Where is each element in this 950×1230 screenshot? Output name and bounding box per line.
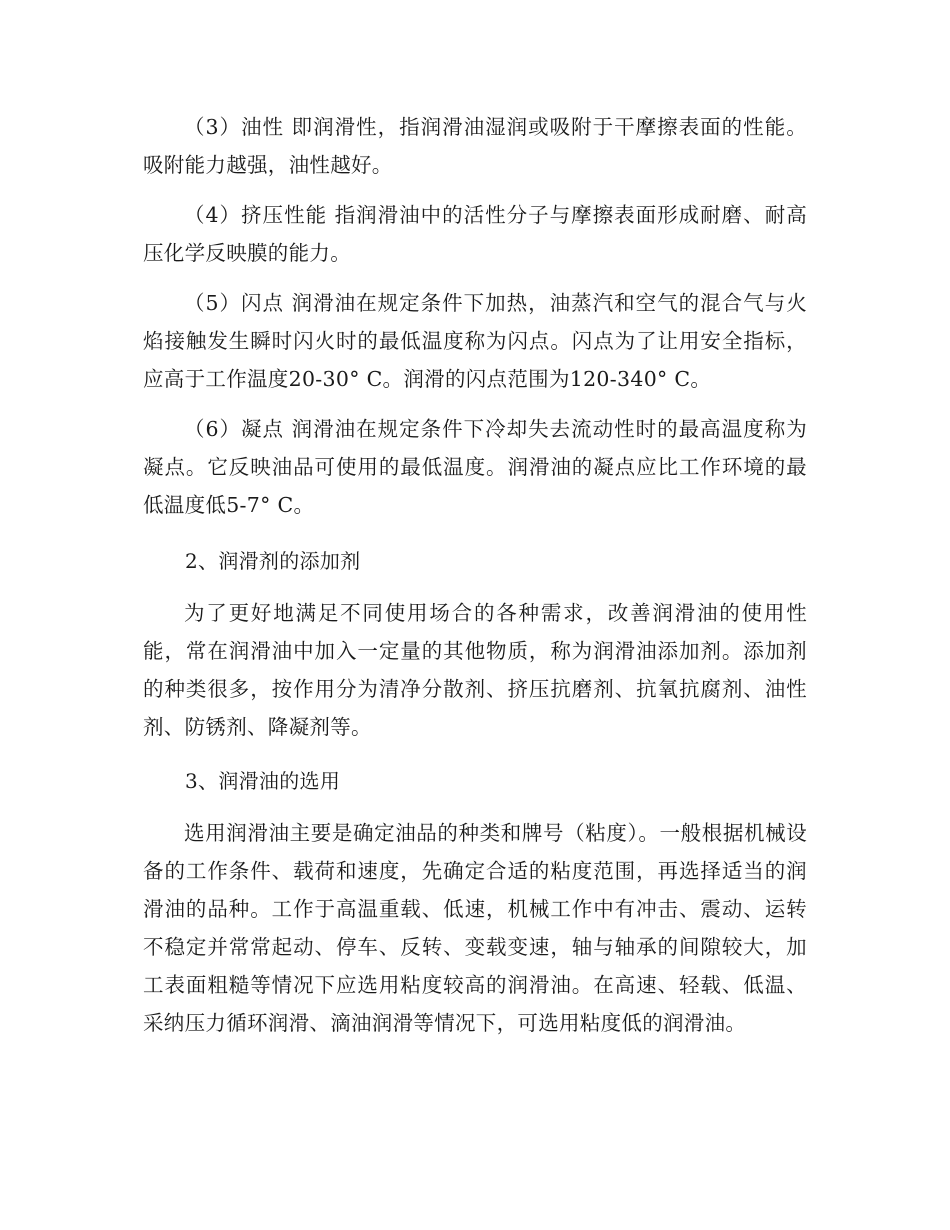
paragraph-flash-point: （5）闪点 润滑油在规定条件下加热，油蒸汽和空气的混合气与火焰接触发生瞬时闪火时的最低温度称为闪点。闪点为了让用安全指标，应高于工作温度20-30° C。润滑的闪点范围为120-340° C。 xyxy=(143,291,807,391)
paragraph-extreme-pressure: （4）挤压性能 指润滑油中的活性分子与摩擦表面形成耐磨、耐高压化学反映膜的能力。 xyxy=(143,203,807,265)
section-heading-additives: 2、润滑剂的添加剂 xyxy=(185,549,361,573)
paragraph-additives: 为了更好地满足不同使用场合的各种需求，改善润滑油的使用性能，常在润滑油中加入一定量的其他物质，称为润滑油添加剂。添加剂的种类很多，按作用分为清净分散剂、挤压抗磨剂、抗氧抗腐剂、油性剂、防锈剂、降凝剂等。 xyxy=(143,601,807,739)
paragraph-selection: 选用润滑油主要是确定油品的种类和牌号（粘度）。一般根据机械设备的工作条件、载荷和速度，先确定合适的粘度范围，再选择适当的润滑油的品种。工作于高温重载、低速，机械工作中有冲击、震动、运转不稳定并常常起动、停车、反转、变载变速，轴与轴承的间隙较大，加工表面粗糙等情况下应选用粘度较高的润滑油。在高速、轻载、低温、采纳压力循环润滑、滴油润滑等情况下，可选用粘度低的润滑油。 xyxy=(143,821,807,1035)
section-heading-selection: 3、润滑油的选用 xyxy=(185,769,341,793)
paragraph-oiliness: （3）油性 即润滑性，指润滑油湿润或吸附于干摩擦表面的性能。吸附能力越强，油性越好。 xyxy=(143,115,807,177)
paragraph-pour-point: （6）凝点 润滑油在规定条件下冷却失去流动性时的最高温度称为凝点。它反映油品可使用的最低温度。润滑油的凝点应比工作环境的最低温度低5-7° C。 xyxy=(143,417,807,517)
document-body xyxy=(143,108,807,1054)
